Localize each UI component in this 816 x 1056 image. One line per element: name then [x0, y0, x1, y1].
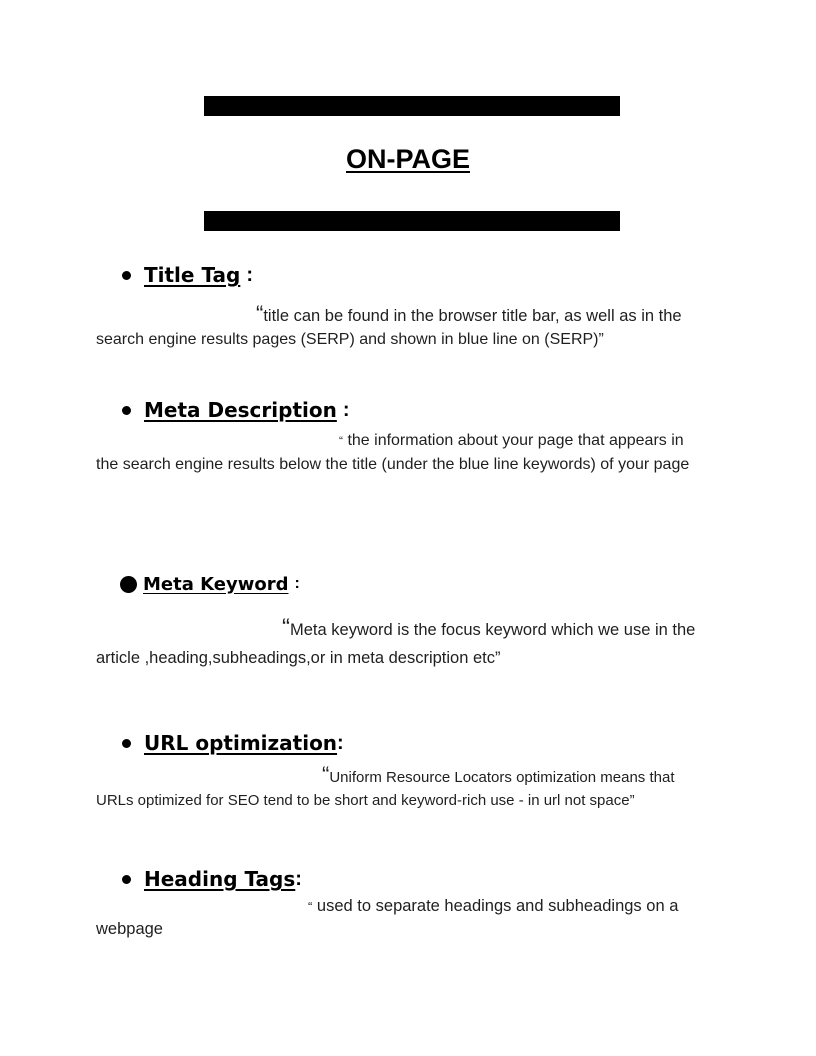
- heading-label: Meta Keyword: [143, 573, 289, 595]
- heading-label: Meta Description: [144, 398, 337, 422]
- text-first-line: “Meta keyword is the focus keyword which we use in the: [282, 614, 696, 641]
- text-first-line: “ the information about your page that appears in: [339, 432, 684, 449]
- section-heading-url-optimization: [122, 728, 344, 758]
- bullet-icon: [120, 576, 137, 593]
- section-heading-title-tag: [122, 260, 253, 290]
- text-rest: URLs optimized for SEO tend to be short and keyword-rich use - in url not space”: [96, 792, 635, 809]
- bullet-icon: [122, 406, 131, 415]
- bullet-icon: [122, 739, 131, 748]
- page-title: ON-PAGE: [345, 144, 470, 174]
- bullet-icon: [122, 271, 131, 280]
- bullet-icon: [122, 875, 131, 884]
- section-text-meta-keyword: [96, 614, 736, 673]
- section-text-heading-tags: [96, 895, 736, 941]
- text-rest: webpage: [96, 920, 163, 938]
- top-black-bar: [204, 96, 620, 116]
- section-heading-meta-keyword: [120, 569, 300, 599]
- heading-colon: :: [294, 575, 300, 592]
- heading-label: Title Tag: [144, 263, 241, 287]
- text-rest: article ,heading,subheadings,or in meta description etc”: [96, 649, 501, 667]
- text-first-line: “Uniform Resource Locators optimization means that: [322, 762, 675, 787]
- heading-colon: :: [246, 263, 253, 286]
- text-first-line: “ used to separate headings and subheadings on a: [308, 897, 679, 915]
- text-first-line: “title can be found in the browser title bar, as well as in the: [256, 301, 682, 326]
- bottom-black-bar: [204, 211, 620, 231]
- heading-label: Heading Tags: [144, 867, 296, 891]
- section-text-title-tag: [96, 302, 736, 351]
- section-heading-heading-tags: [122, 864, 302, 894]
- text-rest: the search engine results below the title (under the blue line keywords) of your page: [96, 456, 690, 473]
- heading-colon: :: [337, 731, 344, 754]
- section-text-url-optimization: [96, 763, 736, 812]
- section-text-meta-description: [96, 429, 736, 476]
- heading-label: URL optimization: [144, 731, 338, 755]
- heading-colon: :: [342, 398, 350, 421]
- section-heading-meta-description: [122, 395, 350, 425]
- heading-colon: :: [295, 867, 302, 890]
- text-rest: search engine results pages (SERP) and shown in blue line on (SERP)”: [96, 331, 604, 348]
